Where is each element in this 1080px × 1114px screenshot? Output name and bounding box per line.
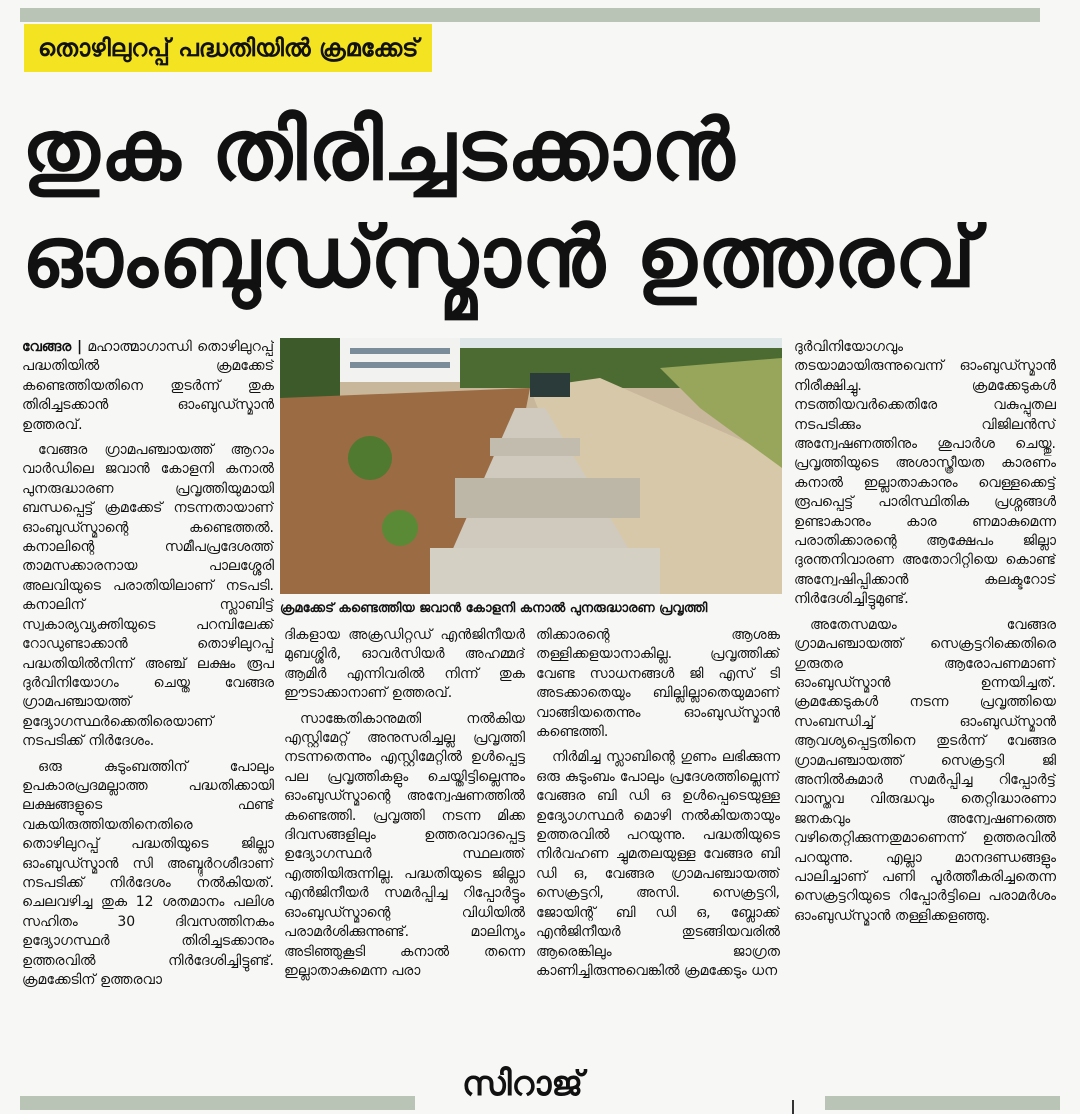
newspaper-masthead-logo: സിറാജ് [462, 1064, 583, 1104]
paragraph: ദുർവിനിയോഗവും തടയാമായിരുന്നുവെന്ന് ഓംബുഡ്സ്മാൻ നിരീക്ഷിച്ചു. ക്രമക്കേടുകൾ നടത്തിയവർക്കെതിരേ വകുപ്പുതല നടപടിക്കും വിജിലൻസ് അന്വേഷണത്തിനും ശുപാർശ ചെയ്തു. പ്രവൃത്തിയുടെ അശാസ്ത്രീയത കാരണം കനാൽ ഇല്ലാതാകാനും വെള്ളക്കെട്ട് രൂപപ്പെട്ട് പാരിസ്ഥിതിക പ്രശ്നങ്ങൾ ഉണ്ടാകാനും കാര ണമാകുമെന്ന പരാതിക്കാരന്റെ ആക്ഷേപം ജില്ലാ ദുരന്തനിവാരണ അതോറിറ്റിയെ കൊണ്ട് അന്വേഷിപ്പിക്കാൻ കലക്ടറോട് നിർദേശിച്ചിട്ടുമുണ്ട്. [794, 339, 1056, 608]
article-column-2 [284, 626, 525, 1056]
news-photo-canal [280, 338, 782, 594]
top-rule [20, 8, 1040, 22]
lead-paragraph [22, 338, 274, 435]
headline-line-2: ഓംബുഡ്സ്മാൻ ഉത്തരവ് [22, 208, 977, 306]
canal-slab-photo-illustration [280, 338, 782, 594]
paragraph: സാങ്കേതികാനുമതി നൽകിയ എസ്റ്റിമേറ്റ് അനുസരിച്ചല്ല പ്രവൃത്തി നടന്നതെന്നും എസ്റ്റിമേറ്റിൽ ഉൾപ്പെട്ട പല പ്രവൃത്തികളും ചെയ്തിട്ടില്ലെന്നും ഓംബുഡ്സ്മാന്റെ അന്വേഷണത്തിൽ കണ്ടെത്തി. പ്രവൃത്തി നടന്ന മിക്ക ദിവസങ്ങളിലും ഉത്തരവാദപ്പെട്ട ഉദ്യോഗസ്ഥർ സ്ഥലത്ത് എത്തിയിരുന്നില്ല. പദ്ധതിയുടെ ജില്ലാ എൻജിനീയർ സമർപ്പിച്ച റിപ്പോർട്ടും ഓംബുഡ്സ്മാന്റെ വിധിയിൽ പരാമർശിക്കുന്നുണ്ട്. മാലിന്യം അടിഞ്ഞുകൂടി കനാൽ തന്നെ ഇല്ലാതാകുമെന്ന പരാ [284, 710, 525, 979]
paragraph: ദികളായ അക്രഡിറ്റഡ് എൻജിനീയർ മുബശ്ശിർ, ഓവർസിയർ അഹമ്മദ് ആമിർ എന്നിവരിൽ നിന്ന് തുക ഈടാക്കാനാണ് ഉത്തരവ്. [284, 627, 525, 702]
footer-rule-left [20, 1096, 415, 1110]
dateline: വേങ്ങര | [22, 339, 83, 355]
paragraph: തിക്കാരന്റെ ആശങ്ക തള്ളിക്കളയാനാകില്ല. പ്രവൃത്തിക്ക് വേണ്ട സാധനങ്ങൾ ജി എസ് ടി അടക്കാതെയും ബില്ലില്ലാതെയുമാണ് വാങ്ങിയതെന്നും ഓംബുഡ്സ്മാൻ കണ്ടെത്തി. [536, 627, 780, 741]
kicker-label: തൊഴിലുറപ്പ് പദ്ധതിയിൽ ക്രമക്കേട് [24, 24, 432, 72]
footer-rule-right [825, 1096, 1060, 1110]
column-separator [792, 1100, 794, 1114]
article-column-1 [22, 338, 274, 1056]
paragraph: വേങ്ങര ഗ്രാമപഞ്ചായത്ത് ആറാം വാർഡിലെ ജവാൻ കോളനി കനാൽ പുനരുദ്ധാരണ പ്രവൃത്തിയുമായി ബന്ധപ്പെട്ട് ക്രമക്കേട് നടന്നതായാണ് ഓംബുഡ്സ്മാന്റെ കണ്ടെത്തൽ. കനാലിന്റെ സമീപപ്രദേശത്ത് താമസക്കാരനായ പാലശ്ശേരി അലവിയുടെ പരാതിയിലാണ് നടപടി. കനാലിന് സ്ലാബിട്ട് സ്വകാര്യവ്യക്തിയുടെ പറമ്പിലേക്ക് റോഡുണ്ടാക്കാൻ തൊഴിലുറപ്പ് പദ്ധതിയിൽനിന്ന് അഞ്ച് ലക്ഷം രൂപ ദുർവിനിയോഗം ചെയ്ത വേങ്ങര ഗ്രാമപഞ്ചായത്ത് ഉദ്യോഗസ്ഥർക്കെതിരെയാണ് നടപടിക്ക് നിർദേശം. [22, 442, 274, 750]
photo-caption: ക്രമക്കേട് കണ്ടെത്തിയ ജവാൻ കോളനി കനാൽ പുനരുദ്ധാരണ പ്രവൃത്തി [280, 601, 708, 616]
paragraph: ഒരു കുടുംബത്തിന് പോലും ഉപകാരപ്രദമല്ലാത്ത പദ്ധതിക്കായി ലക്ഷങ്ങളുടെ ഫണ്ട് വകയിരുത്തിയതിനെതിരെ തൊഴിലുറപ്പ് പദ്ധതിയുടെ ജില്ലാ ഓംബുഡ്സ്മാൻ സി അബ്ദുർറശീദാണ് നടപടിക്ക് നിർദേശം നൽകിയത്. ചെലവഴിച്ച തുക 12 ശതമാനം പലിശ സഹിതം 30 ദിവസത്തിനകം ഉദ്യോഗസ്ഥർ തിരിച്ചടക്കാനും ഉത്തരവിൽ നിർദേശിച്ചിട്ടുണ്ട്. ക്രമക്കേടിന് ഉത്തരവാ [22, 758, 274, 988]
article-column-3 [536, 626, 780, 1056]
paragraph: അതേസമയം വേങ്ങര ഗ്രാമപഞ്ചായത്ത് സെക്രട്ടറിക്കെതിരെ ഗുരുതര ആരോപണമാണ് ഓംബുഡ്സ്മാൻ ഉന്നയിച്ചത്. ക്രമക്കേടുകൾ നടന്ന പ്രവൃത്തിയെ സംബന്ധിച്ച് ഓംബുഡ്സ്മാൻ ആവശ്യപ്പെട്ടതിനെ തുടർന്ന് വേങ്ങര ഗ്രാമപഞ്ചായത്ത് സെക്രട്ടറി ജി അനിൽകുമാർ സമർപ്പിച്ച റിപ്പോർട്ട് വാസ്തവ വിരുദ്ധവും തെറ്റിദ്ധാരണാ ജനകവും അന്വേഷണത്തെ വഴിതെറ്റിക്കുന്നതുമാണെന്ന് ഉത്തരവിൽ പറയുന്നു. എല്ലാ മാനദണ്ഡങ്ങളും പാലിച്ചാണ് പണി പൂർത്തീകരിച്ചതെന്ന സെക്രട്ടറിയുടെ റിപ്പോർട്ടിലെ പരാമർശം ഓംബുഡ്സ്മാൻ തള്ളിക്കളഞ്ഞു. [794, 616, 1056, 924]
article-column-4 [794, 338, 1056, 1056]
paragraph: നിർമിച്ച സ്ലാബിന്റെ ഗുണം ലഭിക്കുന്ന ഒരു കുടുംബം പോലും പ്രദേശത്തില്ലെന്ന് വേങ്ങര ബി ഡി ഒ ഉൾപ്പെടെയുള്ള ഉദ്യോഗസ്ഥർ മൊഴി നൽകിയതായും ഉത്തരവിൽ പറയുന്നു. പദ്ധതിയുടെ നിർവഹണ ച്ചുമതലയുള്ള വേങ്ങര ബി ഡി ഒ, വേങ്ങര ഗ്രാമപഞ്ചായത്ത് സെക്രട്ടറി, അസി. സെക്രട്ടറി, ജോയിന്റ് ബി ഡി ഒ, ബ്ലോക്ക് എൻജിനീയർ തുടങ്ങിയവരിൽ ആരെങ്കിലും ജാഗ്രത കാണിച്ചിരുന്നുവെങ്കിൽ ക്രമക്കേടും ധന [536, 749, 780, 979]
headline-line-1: തുക തിരിച്ചടക്കാൻ [22, 101, 736, 199]
paragraph-text: മഹാത്മാഗാന്ധി തൊഴിലുറപ്പ് പദ്ധതിയിൽ ക്രമക്കേട് കണ്ടെത്തിയതിനെ തുടർന്ന് തുക തിരിച്ചടക്കാൻ ഓംബുഡ്സ്മാൻ ഉത്തരവ്. [22, 339, 274, 433]
